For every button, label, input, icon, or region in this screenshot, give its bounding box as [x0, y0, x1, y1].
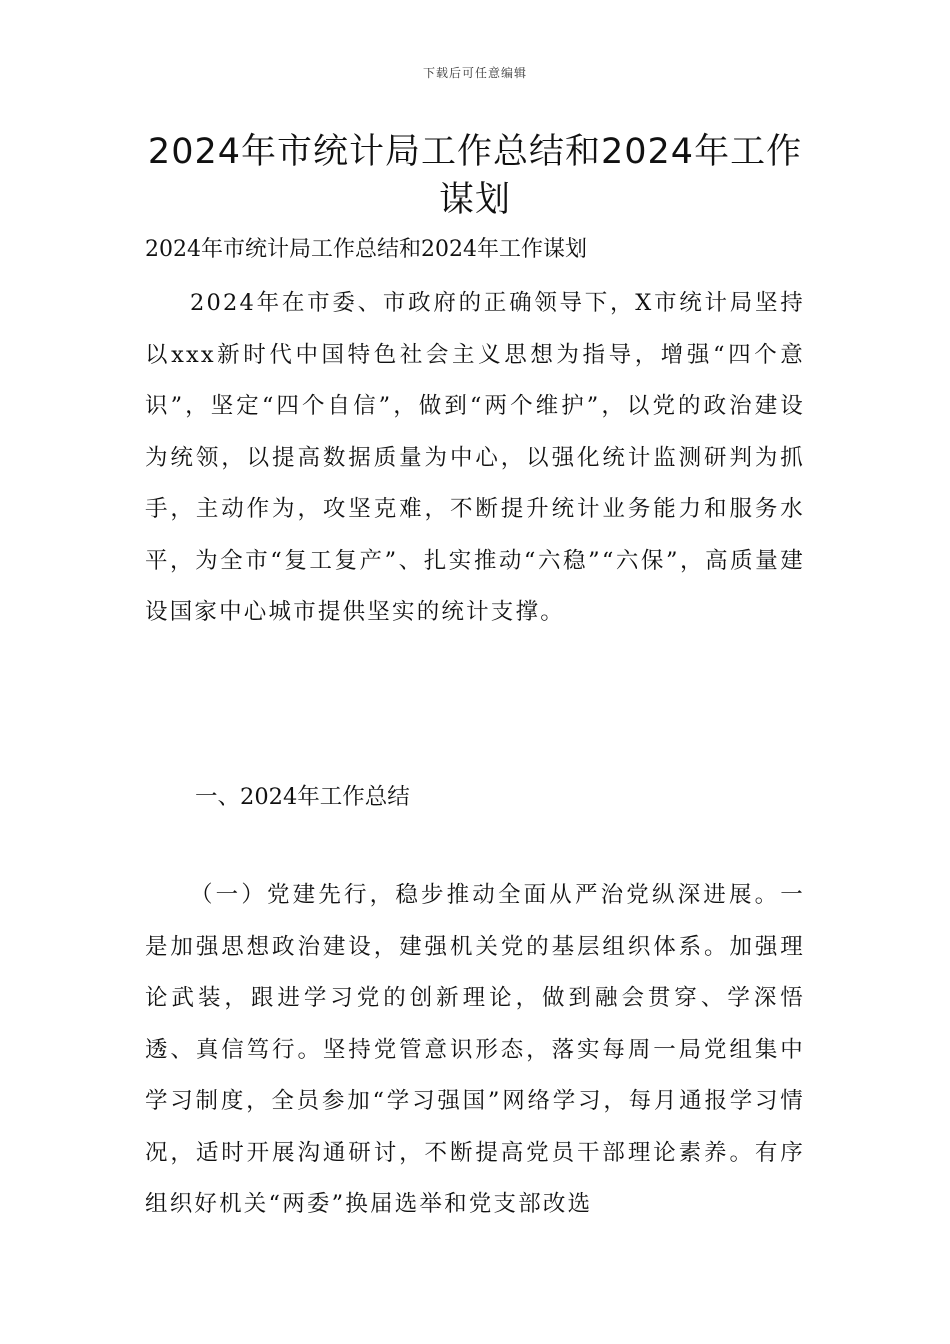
section-paragraph: （一）党建先行，稳步推动全面从严治党纵深进展。一是加强思想政治建设，建强机关党的基层组织体系。加强理论武装，跟进学习党的创新理论，做到融会贯穿、学深悟透、真信笃行。坚持党管意识形态，落实每周一局党组集中学习制度，全员参加“学习强国”网络学习，每月通报学习情况，适时开展沟通研讨，不断提高党员干部理论素养。有序组织好机关“两委”换届选举和党支部改选	[145, 882, 805, 1217]
document-subtitle: 2024年市统计局工作总结和2024年工作谋划	[145, 237, 587, 262]
page-header-note: 下载后可任意编辑	[422, 66, 527, 80]
document-title: 2024年市统计局工作总结和2024年工作谋划	[147, 132, 803, 220]
intro-paragraph: 2024年在市委、市政府的正确领导下，X市统计局坚持以xxx新时代中国特色社会主义思想为指导，增强“四个意识”，坚定“四个自信”，做到“两个维护”，以党的政治建设为统领，以提高数据质量为中心，以强化统计监测研判为抓手，主动作为，攻坚克难，不断提升统计业务能力和服务水平，为全市“复工复产”、扎实推动“六稳”“六保”，高质量建设国家中心城市提供坚实的统计支撑。	[145, 290, 805, 625]
section-heading: 一、2024年工作总结	[195, 784, 410, 810]
